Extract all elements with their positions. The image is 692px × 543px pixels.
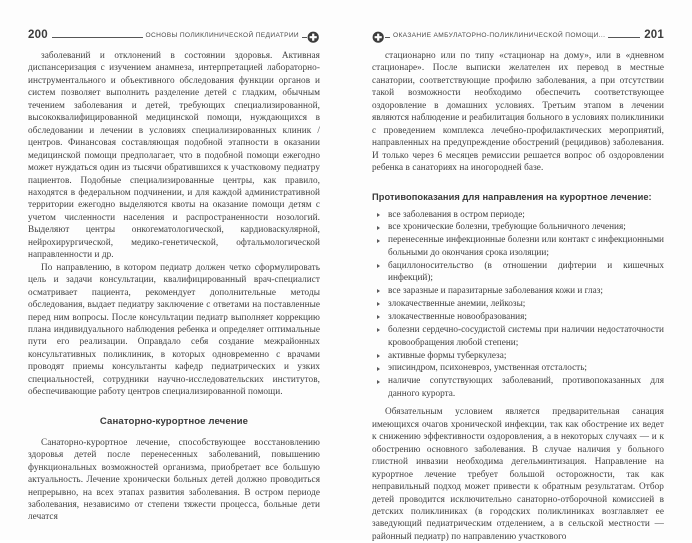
list-heading: Противопоказания для направления на курортное лечение: (372, 191, 652, 202)
page-number: 201 (640, 30, 664, 43)
list-item (372, 234, 664, 259)
list-item-text: эписиндром, психоневроз, умственная отсталость; (388, 363, 588, 374)
paragraph: стационарно или по типу «стационар на дому», или в «дневном стационаре». После выписки желателен их перевод в местные санатории, соответствующие профилю заболевания, а при отсутствии такой возможности необходимо обеспечить соответствующее оздоровление в домашних условиях. Третьим этапом в лечении являются наблюдение и реабилитация больного в условиях поликлиники с проведением комплекса лечебно-профилактических мероприятий, направленных на предупреждение обострений (рецидивов) заболевания. И только через 6 месяцев ремиссии решается вопрос об оздоровлении ребенка в санаториях на иногородней базе. (372, 51, 664, 174)
running-title: ОКАЗАНИЕ АМБУЛАТОРНО-ПОЛИКЛИНИЧЕСКОЙ ПОМОЩИ... (390, 33, 608, 42)
triangle-bullet-icon (377, 239, 380, 243)
list-item (372, 350, 664, 362)
medical-cross-icon (372, 31, 385, 44)
list-item (372, 221, 664, 233)
triangle-bullet-icon (377, 328, 380, 332)
list-item-text: бациллоносительство (в отношении дифтерии и кишечных инфекций); (388, 260, 664, 284)
list-item (372, 375, 664, 400)
list-item (372, 285, 664, 297)
triangle-bullet-icon (377, 226, 380, 230)
section-heading: Санаторно-курортное лечение (99, 415, 249, 427)
list-item (372, 324, 664, 349)
paragraph: Обязательным условием является предварительная санация имеющихся очагов хронической инфекции, так как обострение их ведет к снижению эффективности оздоровления, а в некоторых случаях — и к обострению основного заболевания. В случае наличия у больного глистной инвазии необходима дегельминтизация. Направление на курортное лечение требует большой осторожности, так как неправильный подход может привести к обратным результатам. Отбор детей проводится исключительно санаторно-отборочной комиссией в детских поликлиниках (в городских поликлиниках возглавляет ее заведующий педиатрическим отделением, а в сельской местности — районный педиатр) по направлению участкового (372, 407, 664, 542)
list-item-text: все заразные и паразитарные заболевания кожи и глаз; (388, 286, 603, 297)
triangle-bullet-icon (377, 315, 380, 319)
triangle-bullet-icon (377, 302, 380, 306)
list-item (372, 311, 664, 323)
triangle-bullet-icon (377, 380, 380, 384)
right-column-body (372, 50, 664, 543)
contraindications-list (372, 209, 664, 401)
running-title: ОСНОВЫ ПОЛИКЛИНИЧЕСКОЙ ПЕДИАТРИИ (143, 33, 302, 42)
list-item-text: наличие сопутствующих заболеваний, противопоказанных для данного курорта. (388, 376, 664, 399)
page-number: 200 (28, 30, 52, 43)
list-item (372, 260, 664, 285)
triangle-bullet-icon (377, 264, 380, 268)
running-head-left (28, 18, 320, 42)
triangle-bullet-icon (377, 354, 380, 358)
list-item-text: активные формы туберкулеза; (388, 350, 507, 361)
triangle-bullet-icon (377, 367, 380, 371)
running-head-right (372, 18, 664, 42)
left-column-body (28, 50, 320, 524)
page-right (346, 0, 692, 540)
triangle-bullet-icon (377, 213, 380, 217)
list-item-text: болезни сердечно-сосудистой системы при наличии недостаточности кровообращения любой степени; (388, 325, 664, 348)
medical-cross-icon (307, 31, 320, 44)
list-item (372, 298, 664, 310)
list-item-text: перенесенные инфекционные болезни или контакт с инфекционными больными до окончания срока изоляции; (388, 235, 664, 258)
page-left (0, 0, 346, 540)
list-item-text: злокачественные новообразования; (388, 312, 527, 323)
triangle-bullet-icon (377, 289, 380, 293)
paragraph: По направлению, в котором педиатр должен четко сформулировать цель и задачи консультации, квалифицированный врач-специалист осматривает пациента, рекомендует дополнительные методы обследования, выдает педиатру заключение с ответами на поставленные перед ним вопросы. После консультации педиатр выполняет коррекцию плана индивидуального наблюдения ребенка и определяет оптимальные пути его реализации. Оправдало себя создание межрайонных консультативных поликлиник, в которых одновременно с врачами проводят приемы консультанты кафедр педиатрических и узких специальностей, сотрудники научно-исследовательских институтов, обеспечивающие работу центров специализированной помощи. (28, 262, 320, 398)
paragraph: заболеваний и отклонений в состоянии здоровья. Активная диспансеризация с изучением анамнеза, интерпретацией лабораторно-инструментального и объективного обследования функции органов и систем позволяет выполнить разделение детей с гладким, обычным течением заболевания и детей, требующих специализированной, высококвалифицированной медицинской помощи, нуждающихся в обследовании и лечении в условиях специализированных клиник / центров. Финансовая составляющая подобной этапности в оказании медицинской помощи предполагает, что в подобной помощи ежегодно может нуждаться один из тысячи обратившихся к участковому педиатру пациентов. Подобные специализированные центры, как правило, находятся в федеральном подчинении, и для каждой административной территории ежегодно выделяются квоты на оказание помощи детям с учетом численности населения и распространенности нозологий. Выделяют центры онкогематологической, кардиоваскулярной, нейрохирургической, медико-генетической, офтальмологической направленности и др. (28, 51, 320, 261)
list-item-text: злокачественные анемии, лейкозы; (388, 299, 526, 310)
list-item-text: все заболевания в остром периоде; (388, 209, 525, 220)
list-item (372, 362, 664, 374)
paragraph: Санаторно-курортное лечение, способствующее восстановлению здоровья детей после перенесенных заболеваний, повышению функциональных возможностей организма, приобретает все большую актуальность. Лечение хронически больных детей должно проводиться непрерывно, на всех этапах развития заболевания. В остром периоде заболевания, независимо от степени тяжести процесса, больные дети лечатся (28, 437, 320, 523)
list-item (372, 209, 664, 221)
list-item-text: все хронические болезни, требующие больничного лечения; (388, 222, 626, 233)
